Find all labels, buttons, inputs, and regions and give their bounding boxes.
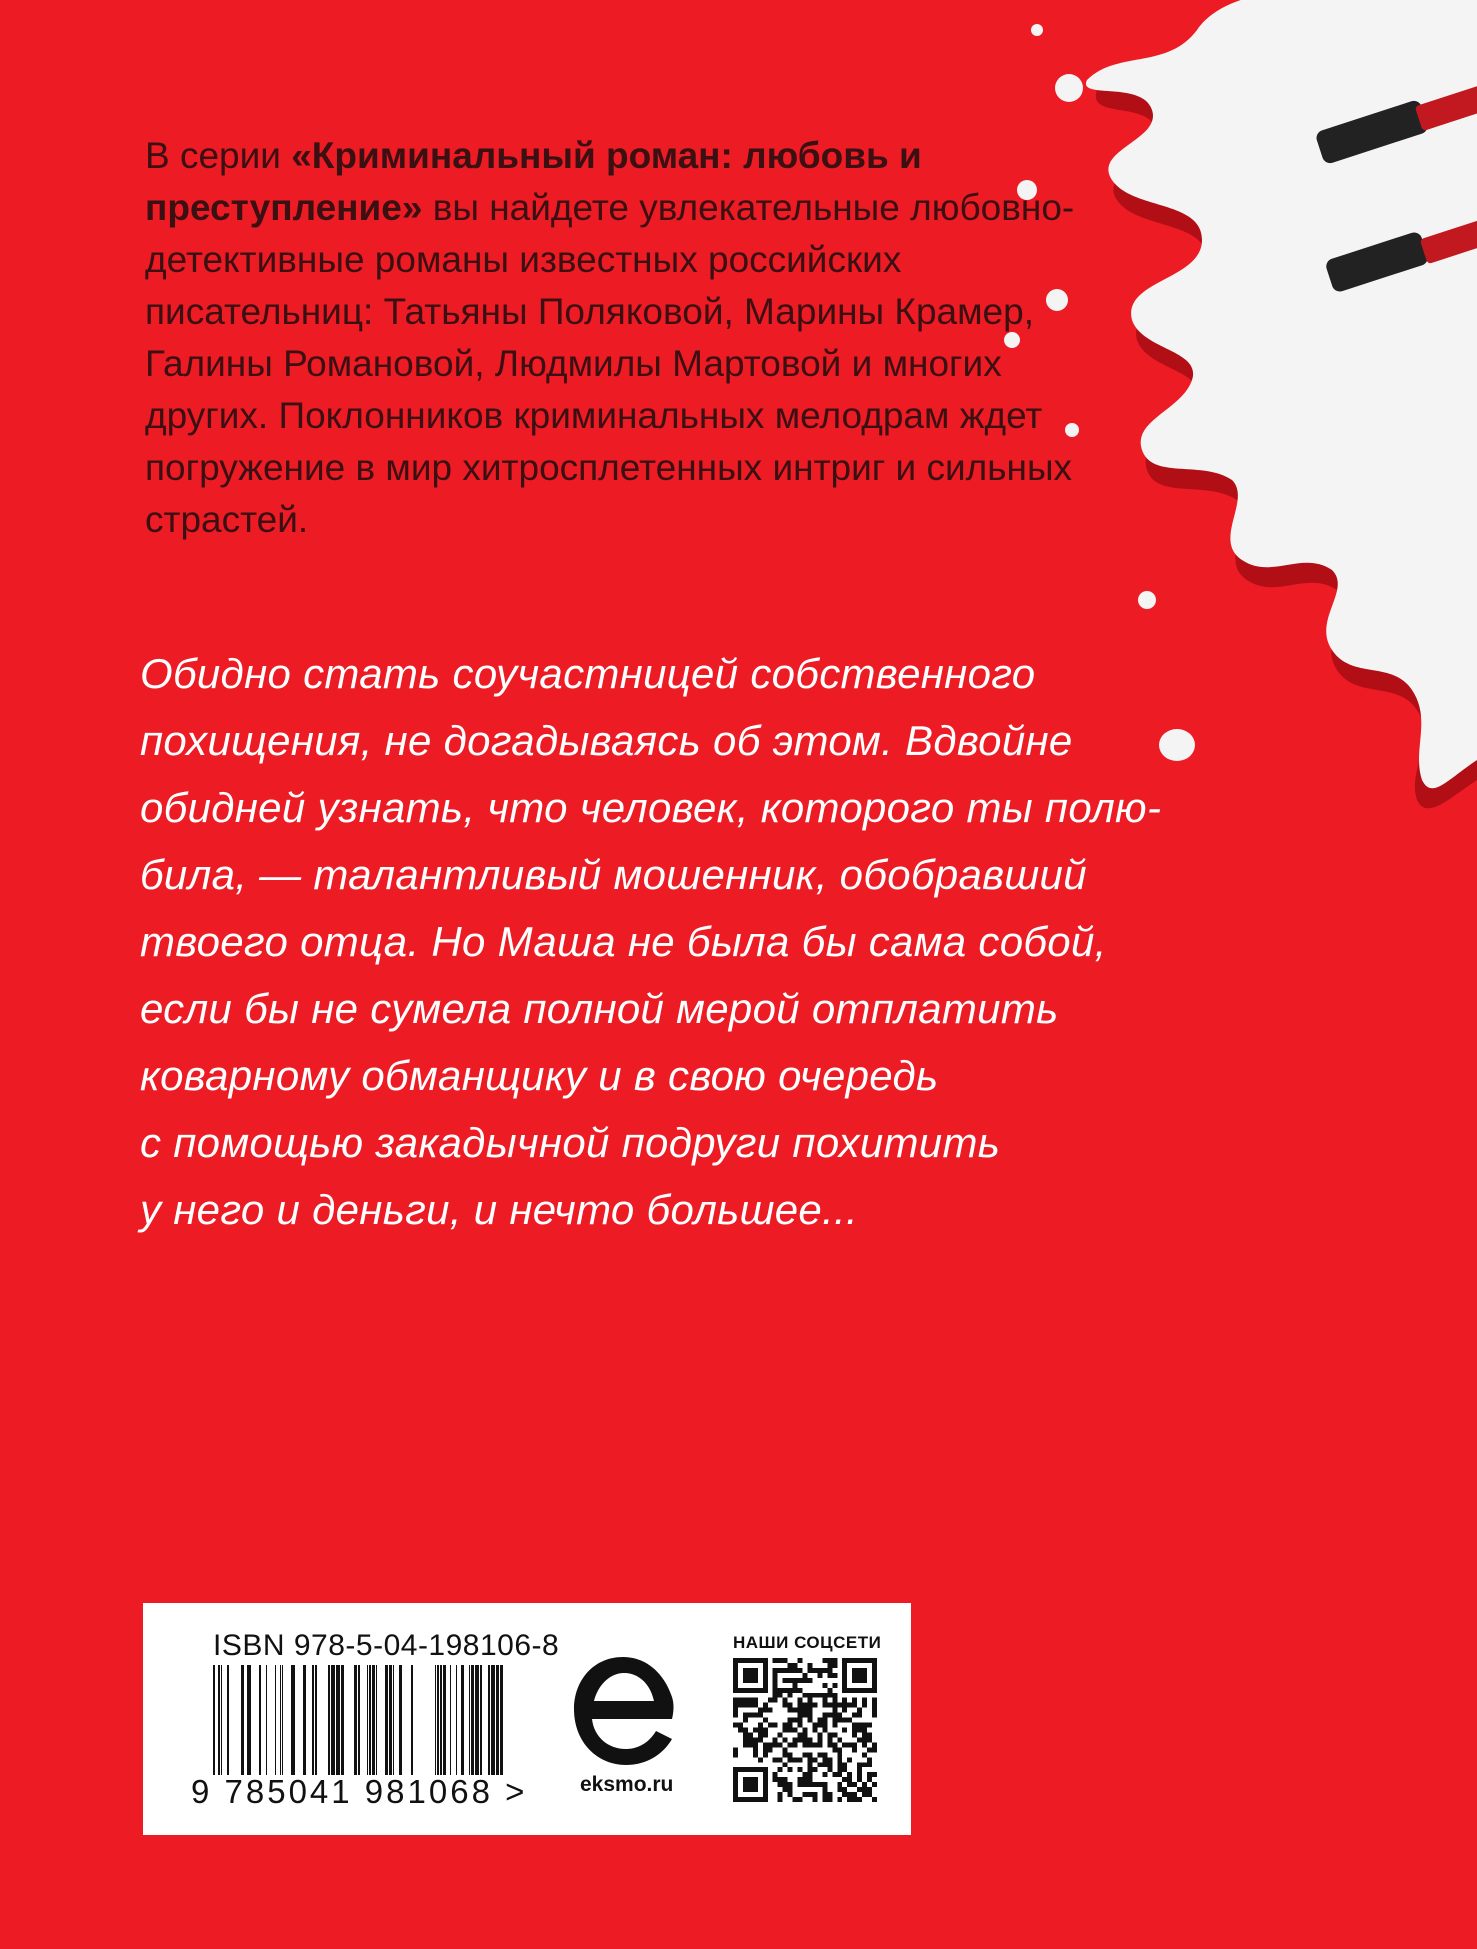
series-name: «Криминальный роман: любовь и преступление» <box>145 135 922 228</box>
annotation-line: твоего отца. Но Маша не была бы сама собой, <box>140 918 1107 965</box>
series-text: вы найдете увлекательные любовно-детективные романы известных российских писательниц: Татьяны Поляковой, Марины Крамер, Галины Романовой, Людмилы Мартовой и многих других. Поклонников криминальных мелодрам ждет погружение в мир хитросплетенных интриг и сильных страстей. <box>145 187 1075 540</box>
series-intro: В серии <box>145 135 292 176</box>
annotation-line: с помощью закадычной подруги похитить <box>140 1119 1001 1166</box>
barcode-panel <box>143 1603 911 1835</box>
annotation-line: у него и деньги, и нечто большее... <box>140 1186 858 1233</box>
annotation-line: била, — талантливый мошенник, обобравший <box>140 851 1087 898</box>
eksmo-logo-icon <box>568 1651 678 1771</box>
social-label: НАШИ СОЦСЕТИ <box>733 1633 882 1652</box>
barcode-image <box>213 1665 503 1775</box>
qr-code-icon[interactable] <box>733 1658 877 1802</box>
isbn-label: ISBN 978-5-04-198106-8 <box>213 1629 560 1662</box>
annotation-line: Обидно стать соучастницей собственного <box>140 650 1036 697</box>
publisher-site: eksmo.ru <box>580 1773 674 1796</box>
series-paragraph <box>145 130 1125 546</box>
barcode-digits: 9 785041 981068 > <box>191 1773 528 1810</box>
book-annotation <box>140 640 1162 1243</box>
annotation-line: обидней узнать, что человек, которого ты полю- <box>140 784 1162 831</box>
series-description <box>145 130 1125 546</box>
annotation-line: похищения, не догадываясь об этом. Вдвойне <box>140 717 1073 764</box>
annotation-line: если бы не сумела полной мерой отплатить <box>140 985 1059 1032</box>
annotation-line: коварному обманщику и в свою очередь <box>140 1052 939 1099</box>
